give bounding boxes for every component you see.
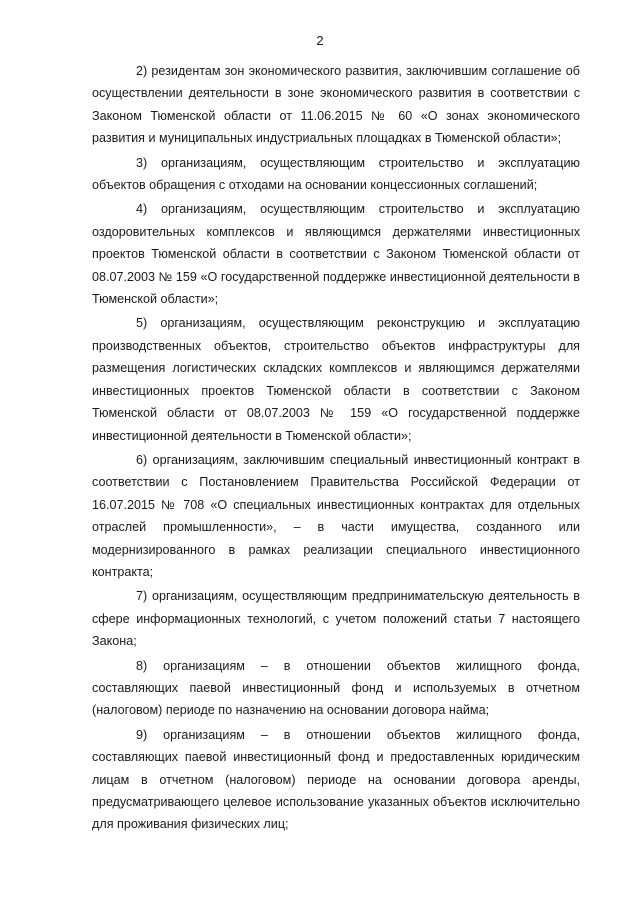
paragraph-item-8: 8) организациям – в отношении объектов жилищного фонда, составляющих паевой инвестиционный фонд и используемых в отчетном (налоговом) периоде по назначению на основании договора найма;: [92, 658, 580, 718]
paragraph-item-4: 4) организациям, осуществляющим строительство и эксплуатацию оздоровительных комплексов и являющимся держателями инвестиционных проектов Тюменской области в соответствии с Законом Тюменской области от 08.07.2003 № 159 «О государственной поддержке инвестиционной деятельности в Тюменской области»;: [92, 202, 580, 307]
page-number: 2: [316, 33, 324, 48]
paragraph-item-6: 6) организациям, заключившим специальный инвестиционный контракт в соответствии с Постановлением Правительства Российской Федерации от 16.07.2015 № 708 «О специальных инвестиционных контрактах для отдельных отраслей промышленности», – в части имущества, созданного или модернизированного в рамках реализации специального инвестиционного контракта;: [92, 452, 580, 579]
paragraph-item-2: 2) резидентам зон экономического развития, заключившим соглашение об осуществлении деятельности в зоне экономического развития в соответствии с Законом Тюменской области от 11.06.2015 № 60 «О зонах экономического развития и муниципальных индустриальных площадках в Тюменской области»;: [92, 64, 580, 146]
paragraph-item-7: 7) организациям, осуществляющим предпринимательскую деятельность в сфере информационных технологий, с учетом положений статьи 7 настоящего Закона;: [92, 589, 580, 649]
document-body: [92, 60, 580, 838]
paragraph-item-5: 5) организациям, осуществляющим реконструкцию и эксплуатацию производственных объектов, строительство объектов инфраструктуры для размещения логистических складских комплексов и являющимся держателями инвестиционных проектов Тюменской области в соответствии с Законом Тюменской области от 08.07.2003 № 159 «О государственной поддержке инвестиционной деятельности в Тюменской области»;: [92, 316, 580, 443]
paragraph-item-3: 3) организациям, осуществляющим строительство и эксплуатацию объектов обращения с отходами на основании концессионных соглашений;: [92, 155, 580, 193]
paragraph-item-9: 9) организациям – в отношении объектов жилищного фонда, составляющих паевой инвестиционный фонд и предоставленных юридическим лицам в отчетном (налоговом) периоде на основании договора аренды, предусматривающего целевое использование указанных объектов исключительно для проживания физических лиц;: [92, 727, 580, 832]
